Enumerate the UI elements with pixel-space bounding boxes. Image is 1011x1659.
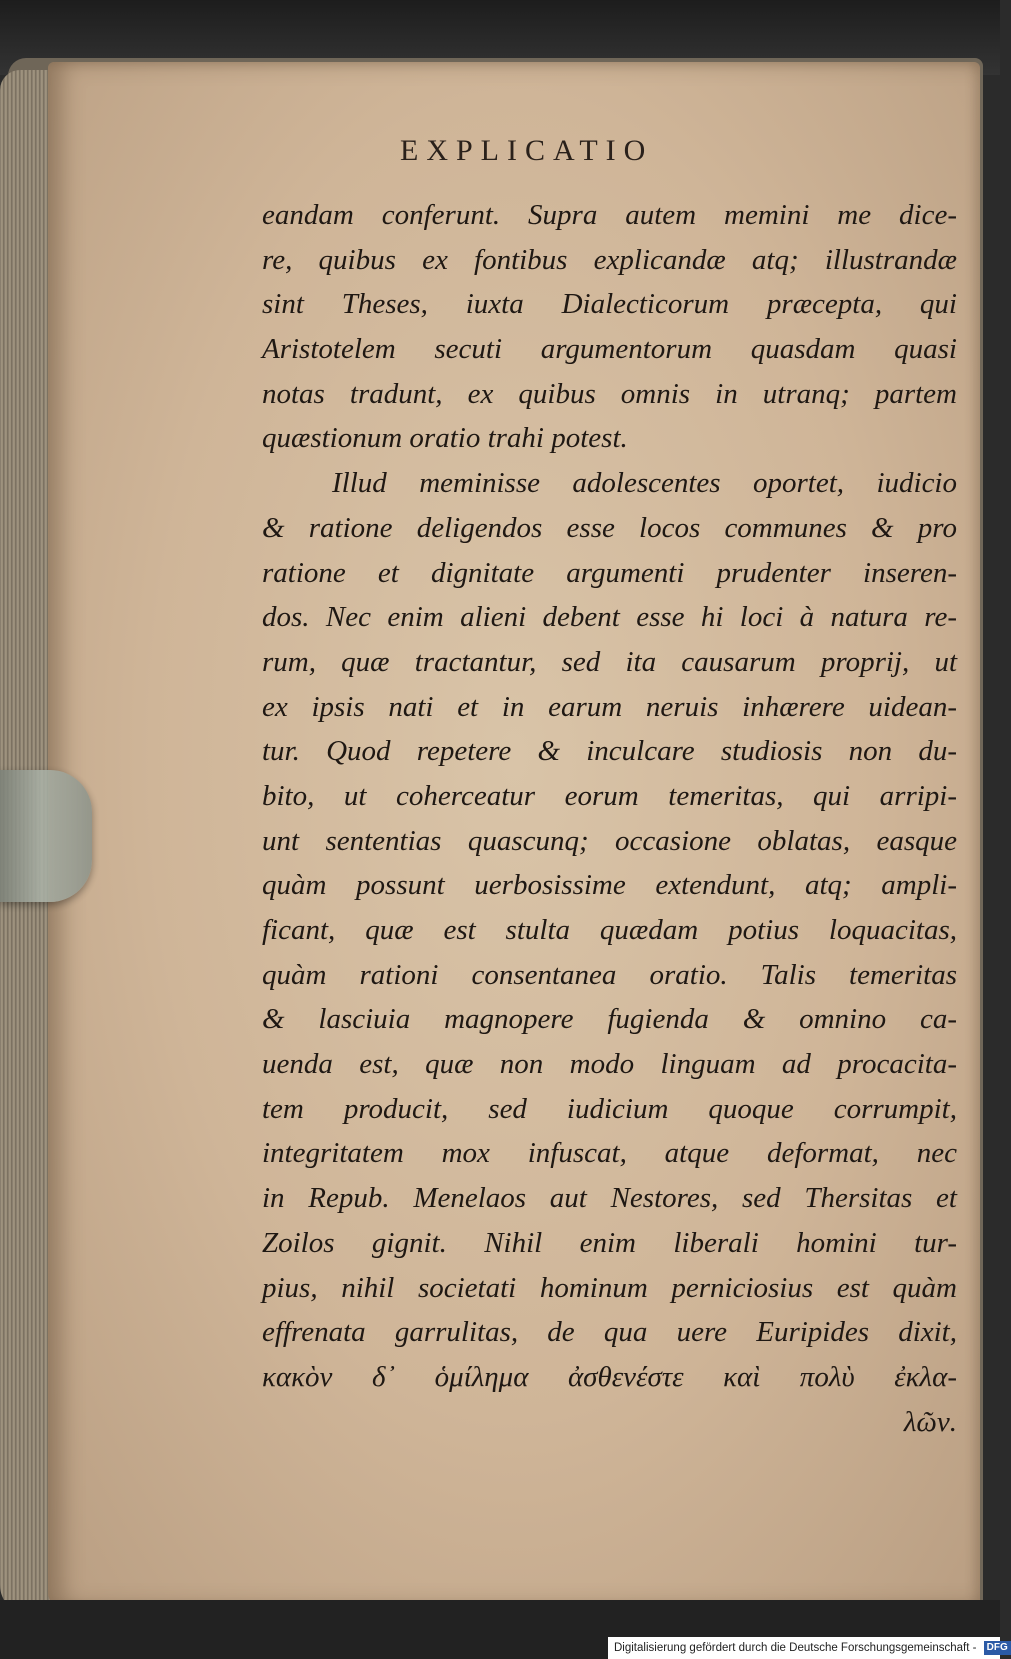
text-line: effrenata garrulitas, de qua uere Euripides dixit,: [262, 1316, 957, 1349]
text-line: λῶν.: [903, 1405, 957, 1438]
text-line: Zoilos gignit. Nihil enim liberali homini tur-: [262, 1226, 957, 1259]
text-line: unt sententias quascunq; occasione oblatas, easque: [262, 824, 957, 857]
text-line: integritatem mox infuscat, atque deformat, nec: [262, 1137, 957, 1170]
text-line: bito, ut coherceatur eorum temeritas, qui arripi-: [262, 779, 957, 812]
running-head: EXPLICATIO: [400, 134, 654, 167]
dfg-logo-icon: DFG: [984, 1641, 1011, 1655]
text-line: re, quibus ex fontibus explicandæ atq; illustrandæ: [262, 243, 957, 276]
text-line: ficant, quæ est stulta quædam potius loquacitas,: [262, 914, 957, 946]
text-line: in Repub. Menelaos aut Nestores, sed Thersitas et: [262, 1182, 957, 1215]
text-line: eandam conferunt. Supra autem memini me dice-: [262, 199, 957, 231]
text-line: ex ipsis nati et in earum neruis inhærere uidean-: [262, 690, 957, 723]
text-line: quàm rationi consentanea oratio. Talis temeritas: [262, 958, 957, 991]
text-line: & ratione deligendos esse locos communes & pro: [262, 511, 957, 544]
text-line: tem producit, sed iudicium quoque corrumpit,: [262, 1092, 957, 1125]
text-line: pius, nihil societati hominum perniciosius est quàm: [262, 1271, 957, 1304]
text-line: quæstionum oratio trahi potest.: [262, 422, 628, 455]
page-clip: [0, 770, 92, 902]
text-line: κακὸν δ᾽ ὁμίλημα ἀσθενέστε καὶ πολὺ ἐκλα-: [262, 1360, 957, 1393]
text-line: sint Theses, iuxta Dialecticorum præcepta, qui: [262, 288, 957, 321]
text-line: notas tradunt, ex quibus omnis in utranq; partem: [262, 377, 957, 410]
text-body: [262, 193, 957, 1444]
text-line: Illud meminisse adolescentes oportet, iudicio: [332, 467, 957, 500]
text-line: uenda est, quæ non modo linguam ad procacita-: [262, 1048, 957, 1081]
text-line: dos. Nec enim alieni debent esse hi loci à natura re-: [262, 601, 957, 634]
text-line: & lasciuia magnopere fugienda & omnino ca-: [262, 1003, 957, 1036]
funding-footer: [608, 1637, 1008, 1659]
text-line: quàm possunt uerbosissime extendunt, atq; ampli-: [262, 869, 957, 902]
text-line: rum, quæ tractantur, sed ita causarum proprij, ut: [262, 645, 957, 678]
text-line: tur. Quod repetere & inculcare studiosis non du-: [262, 735, 957, 768]
funding-note: Digitalisierung gefördert durch die Deutsche Forschungsgemeinschaft -: [614, 1642, 977, 1654]
text-line: Aristotelem secuti argumentorum quasdam quasi: [262, 333, 957, 366]
text-line: ratione et dignitate argumenti prudenter inseren-: [262, 556, 957, 589]
